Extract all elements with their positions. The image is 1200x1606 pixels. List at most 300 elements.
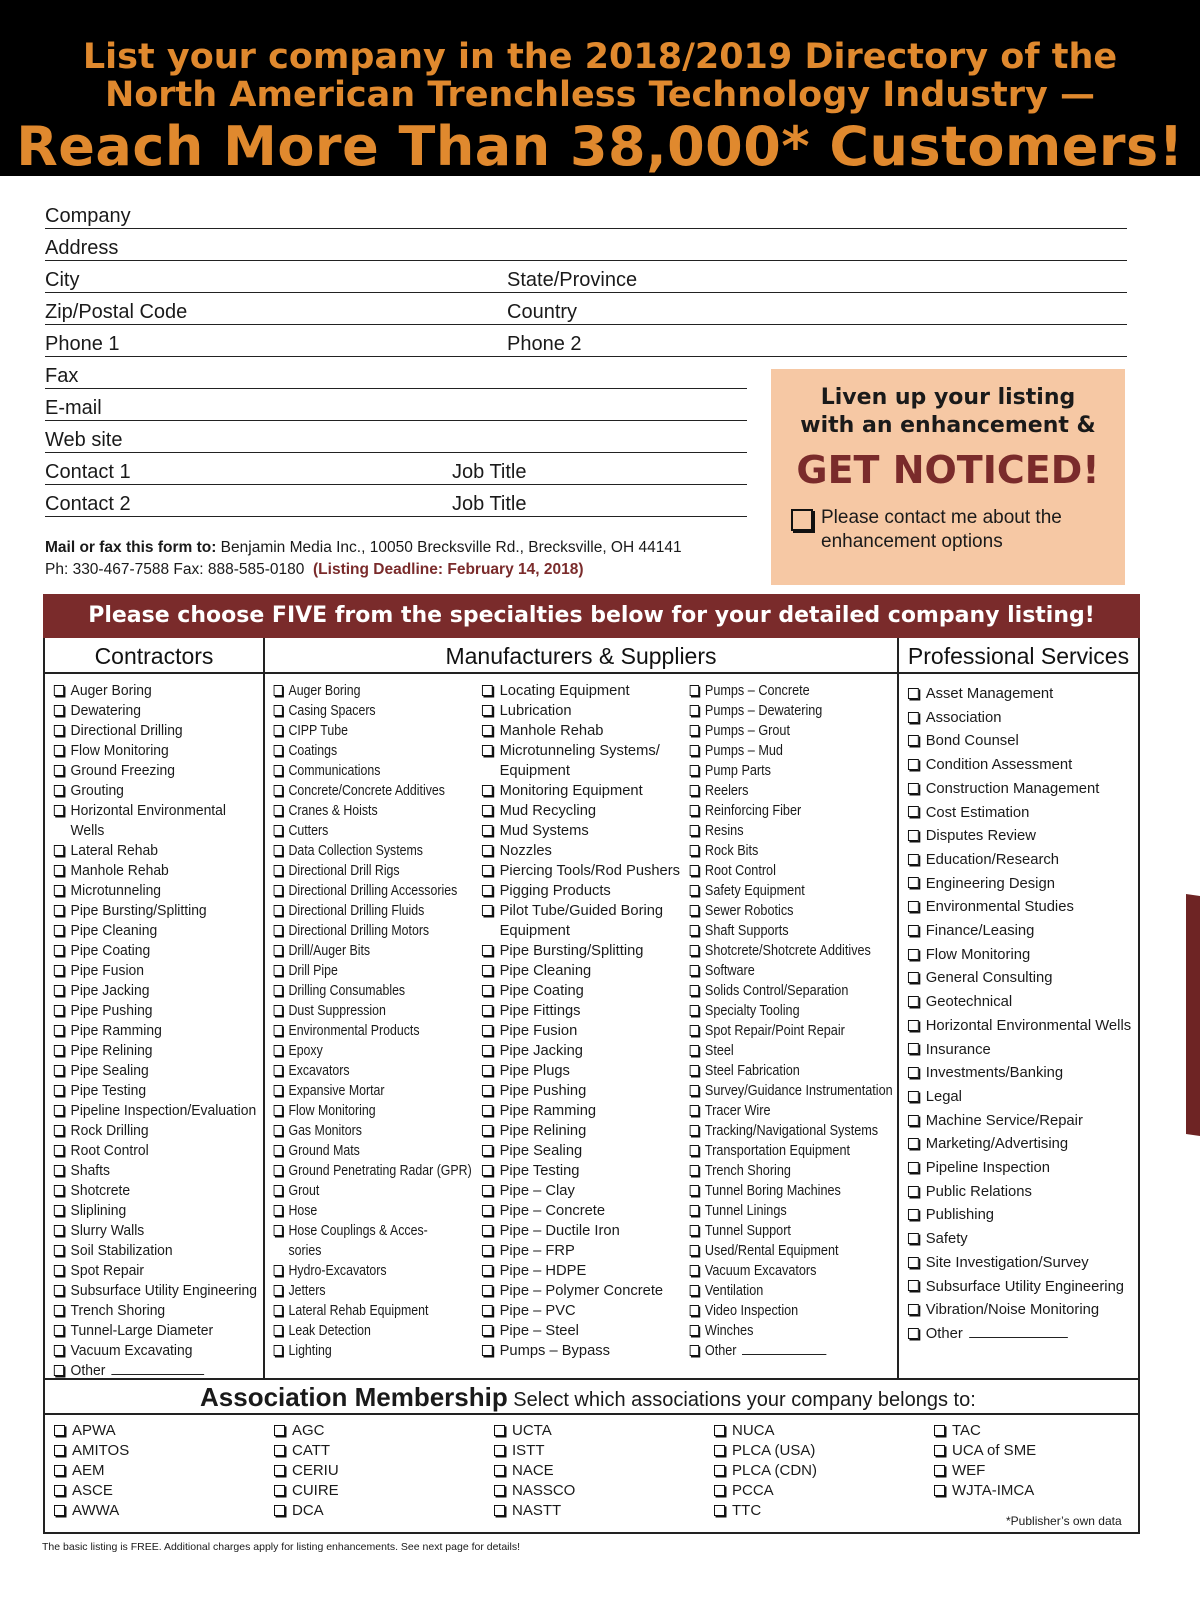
checkbox-icon[interactable]	[274, 1165, 283, 1176]
checkbox-icon[interactable]	[482, 1325, 493, 1336]
checkbox-icon[interactable]	[690, 1345, 699, 1356]
checkbox-icon[interactable]	[494, 1485, 505, 1496]
list-item[interactable]	[272, 1121, 472, 1141]
checkbox-icon[interactable]	[714, 1505, 725, 1516]
checkbox-icon[interactable]	[714, 1485, 725, 1496]
checkbox-icon[interactable]	[274, 765, 283, 776]
email-field[interactable]	[45, 397, 747, 425]
list-item[interactable]	[688, 761, 893, 781]
list-item[interactable]	[480, 1281, 680, 1301]
zip-field[interactable]	[45, 301, 507, 329]
checkbox-icon[interactable]	[690, 1085, 699, 1096]
checkbox-icon[interactable]	[690, 725, 699, 736]
list-item[interactable]	[932, 1441, 1036, 1461]
list-item[interactable]	[688, 1001, 893, 1021]
checkbox-icon[interactable]	[274, 1285, 283, 1296]
checkbox-icon[interactable]	[690, 745, 699, 756]
checkbox-icon[interactable]	[54, 965, 64, 976]
checkbox-icon[interactable]	[690, 1025, 699, 1036]
checkbox-icon[interactable]	[54, 1505, 65, 1516]
checkbox-icon[interactable]	[690, 1265, 699, 1276]
jobtitle1-field[interactable]	[452, 461, 747, 489]
checkbox-icon[interactable]	[274, 1045, 283, 1056]
checkbox-icon[interactable]	[908, 949, 919, 960]
list-item[interactable]	[480, 1101, 680, 1121]
checkbox-icon[interactable]	[690, 965, 699, 976]
contact1-field[interactable]	[45, 461, 452, 489]
list-item[interactable]	[712, 1481, 817, 1501]
checkbox-icon[interactable]	[908, 1115, 919, 1126]
checkbox-icon[interactable]	[714, 1425, 725, 1436]
list-item[interactable]	[480, 1021, 680, 1041]
list-item[interactable]	[52, 941, 257, 961]
list-item[interactable]	[272, 901, 472, 921]
checkbox-icon[interactable]	[690, 1045, 699, 1056]
checkbox-icon[interactable]	[54, 785, 64, 796]
checkbox-icon[interactable]	[690, 885, 699, 896]
fax-field[interactable]	[45, 365, 747, 393]
checkbox-icon[interactable]	[482, 725, 493, 736]
phone2-field[interactable]	[507, 333, 1127, 361]
checkbox-icon[interactable]	[908, 1020, 919, 1031]
checkbox-icon[interactable]	[274, 1445, 285, 1456]
list-item[interactable]	[688, 901, 893, 921]
checkbox-icon[interactable]	[690, 685, 699, 696]
checkbox-icon[interactable]	[274, 1465, 285, 1476]
list-item[interactable]	[688, 741, 893, 761]
checkbox-icon[interactable]	[54, 905, 64, 916]
list-item[interactable]	[272, 701, 472, 721]
checkbox-icon[interactable]	[274, 685, 283, 696]
checkbox-icon[interactable]	[54, 1225, 64, 1236]
list-item[interactable]	[272, 1481, 339, 1501]
checkbox-icon[interactable]	[482, 705, 493, 716]
list-item[interactable]	[688, 681, 893, 701]
list-item[interactable]	[272, 941, 472, 961]
list-item[interactable]	[492, 1461, 575, 1481]
list-item[interactable]	[52, 1021, 257, 1041]
list-item[interactable]	[272, 821, 472, 841]
list-item[interactable]	[688, 1121, 893, 1141]
list-item[interactable]	[688, 1261, 893, 1281]
checkbox-icon[interactable]	[274, 785, 283, 796]
list-item[interactable]	[480, 981, 680, 1001]
city-field[interactable]	[45, 269, 507, 297]
list-item[interactable]	[272, 1261, 472, 1281]
list-item[interactable]	[906, 1251, 1131, 1275]
list-item[interactable]	[52, 801, 257, 821]
list-item[interactable]	[906, 943, 1131, 967]
checkbox-icon[interactable]	[908, 830, 919, 841]
checkbox-icon[interactable]	[54, 765, 64, 776]
checkbox-icon[interactable]	[482, 1285, 493, 1296]
list-item[interactable]	[52, 1481, 129, 1501]
checkbox-icon[interactable]	[482, 1105, 493, 1116]
list-item[interactable]	[932, 1421, 1036, 1441]
checkbox-icon[interactable]	[54, 1285, 64, 1296]
list-item[interactable]	[688, 1141, 893, 1161]
list-item[interactable]	[906, 872, 1131, 896]
list-item[interactable]	[52, 1281, 257, 1301]
list-item[interactable]	[480, 1341, 680, 1361]
list-item[interactable]	[492, 1441, 575, 1461]
list-item[interactable]	[272, 1021, 472, 1041]
list-item[interactable]	[688, 1201, 893, 1221]
checkbox-icon[interactable]	[690, 1105, 699, 1116]
list-item[interactable]	[906, 1132, 1131, 1156]
list-item[interactable]	[480, 781, 680, 801]
list-item[interactable]	[52, 1301, 257, 1321]
list-item[interactable]	[906, 1275, 1131, 1299]
list-item[interactable]	[906, 1109, 1131, 1133]
checkbox-icon[interactable]	[274, 1105, 283, 1116]
checkbox-icon[interactable]	[482, 905, 493, 916]
checkbox-icon[interactable]	[714, 1445, 725, 1456]
checkbox-icon[interactable]	[274, 905, 283, 916]
list-item[interactable]	[688, 1281, 893, 1301]
checkbox-icon[interactable]	[54, 1165, 64, 1176]
checkbox-icon[interactable]	[54, 1105, 64, 1116]
list-item[interactable]	[272, 1501, 339, 1521]
list-item[interactable]	[480, 861, 680, 881]
checkbox-icon[interactable]	[54, 685, 64, 696]
checkbox-icon[interactable]	[274, 965, 283, 976]
list-item[interactable]	[480, 1141, 680, 1161]
checkbox-icon[interactable]	[934, 1485, 945, 1496]
checkbox-icon[interactable]	[690, 905, 699, 916]
checkbox-icon[interactable]	[482, 965, 493, 976]
website-field[interactable]	[45, 429, 747, 457]
checkbox-icon[interactable]	[690, 705, 699, 716]
checkbox-icon[interactable]	[690, 1005, 699, 1016]
checkbox-icon[interactable]	[274, 885, 283, 896]
checkbox-icon[interactable]	[690, 845, 699, 856]
checkbox-icon[interactable]	[54, 1125, 64, 1136]
other-write-in-line[interactable]	[969, 1324, 1068, 1338]
checkbox-icon[interactable]	[482, 1065, 493, 1076]
checkbox-icon[interactable]	[54, 1065, 64, 1076]
checkbox-icon[interactable]	[54, 805, 64, 816]
list-item[interactable]	[906, 824, 1131, 848]
checkbox-icon[interactable]	[908, 688, 919, 699]
checkbox-icon[interactable]	[482, 745, 493, 756]
list-item[interactable]	[906, 682, 1131, 706]
list-item[interactable]	[52, 1201, 257, 1221]
checkbox-icon[interactable]	[482, 1165, 493, 1176]
list-item[interactable]	[52, 1121, 257, 1141]
checkbox-icon[interactable]	[54, 1465, 65, 1476]
list-item[interactable]	[272, 1181, 472, 1201]
list-item[interactable]	[688, 781, 893, 801]
list-item[interactable]	[480, 961, 680, 981]
checkbox-icon[interactable]	[908, 1304, 919, 1315]
checkbox-icon[interactable]	[908, 877, 919, 888]
checkbox-icon[interactable]	[274, 865, 283, 876]
checkbox-icon[interactable]	[482, 1045, 493, 1056]
checkbox-icon[interactable]	[54, 1425, 65, 1436]
list-item[interactable]	[688, 981, 893, 1001]
checkbox-icon[interactable]	[690, 765, 699, 776]
list-item[interactable]	[906, 1298, 1131, 1322]
list-item[interactable]	[480, 941, 680, 961]
list-item[interactable]	[272, 1221, 472, 1241]
checkbox-icon[interactable]	[274, 1425, 285, 1436]
checkbox-icon[interactable]	[690, 985, 699, 996]
checkbox-icon[interactable]	[908, 1162, 919, 1173]
list-item[interactable]	[272, 681, 472, 701]
list-item[interactable]	[272, 861, 472, 881]
checkbox-icon[interactable]	[690, 1125, 699, 1136]
checkbox-icon[interactable]	[54, 725, 64, 736]
list-item[interactable]	[480, 741, 680, 761]
list-item[interactable]	[688, 1301, 893, 1321]
list-item[interactable]	[52, 1101, 257, 1121]
list-item[interactable]	[688, 1161, 893, 1181]
checkbox-icon[interactable]	[908, 972, 919, 983]
list-item[interactable]	[480, 701, 680, 721]
list-item[interactable]	[52, 1261, 257, 1281]
checkbox-icon[interactable]	[690, 805, 699, 816]
checkbox-icon[interactable]	[274, 1325, 283, 1336]
checkbox-icon[interactable]	[274, 1085, 283, 1096]
checkbox-icon[interactable]	[274, 725, 283, 736]
state-field[interactable]	[507, 269, 1127, 297]
list-item[interactable]	[272, 721, 472, 741]
checkbox-icon[interactable]	[690, 1225, 699, 1236]
checkbox-icon[interactable]	[908, 806, 919, 817]
checkbox-icon[interactable]	[482, 1125, 493, 1136]
checkbox-icon[interactable]	[54, 845, 64, 856]
checkbox-icon[interactable]	[274, 1305, 283, 1316]
checkbox-icon[interactable]	[908, 1257, 919, 1268]
checkbox-icon[interactable]	[274, 1125, 283, 1136]
checkbox-icon[interactable]	[54, 1345, 64, 1356]
list-item[interactable]	[52, 1361, 257, 1381]
checkbox-icon[interactable]	[54, 1485, 65, 1496]
list-item[interactable]	[688, 861, 893, 881]
list-item[interactable]	[272, 1001, 472, 1021]
list-item[interactable]	[272, 1061, 472, 1081]
list-item[interactable]	[906, 919, 1131, 943]
checkbox-icon[interactable]	[274, 1145, 283, 1156]
list-item[interactable]	[272, 1301, 472, 1321]
checkbox-icon[interactable]	[482, 885, 493, 896]
checkbox-icon[interactable]	[482, 1265, 493, 1276]
checkbox-icon[interactable]	[690, 785, 699, 796]
checkbox-icon[interactable]	[494, 1425, 505, 1436]
list-item[interactable]	[52, 1321, 257, 1341]
list-item[interactable]	[272, 1081, 472, 1101]
list-item[interactable]	[906, 1156, 1131, 1180]
list-item[interactable]	[688, 1181, 893, 1201]
list-item[interactable]	[52, 861, 257, 881]
list-item[interactable]	[906, 895, 1131, 919]
list-item[interactable]	[272, 1461, 339, 1481]
phone1-field[interactable]	[45, 333, 507, 361]
list-item[interactable]	[688, 961, 893, 981]
list-item[interactable]	[688, 881, 893, 901]
checkbox-icon[interactable]	[908, 854, 919, 865]
list-item[interactable]	[272, 1161, 472, 1181]
list-item[interactable]	[688, 1321, 893, 1341]
list-item[interactable]	[492, 1481, 575, 1501]
list-item[interactable]	[906, 706, 1131, 730]
list-item[interactable]	[688, 821, 893, 841]
list-item[interactable]	[712, 1501, 817, 1521]
list-item[interactable]	[492, 1421, 575, 1441]
list-item[interactable]	[272, 781, 472, 801]
list-item[interactable]	[480, 821, 680, 841]
checkbox-icon[interactable]	[908, 1233, 919, 1244]
list-item[interactable]	[52, 1441, 129, 1461]
list-item[interactable]	[480, 1121, 680, 1141]
checkbox-icon[interactable]	[482, 1345, 493, 1356]
checkbox-icon[interactable]	[54, 1265, 64, 1276]
list-item[interactable]	[52, 981, 257, 1001]
list-item[interactable]	[52, 781, 257, 801]
checkbox-icon[interactable]	[690, 1065, 699, 1076]
checkbox-icon[interactable]	[690, 1185, 699, 1196]
checkbox-icon[interactable]	[54, 1085, 64, 1096]
checkbox-icon[interactable]	[482, 945, 493, 956]
checkbox-icon[interactable]	[482, 1185, 493, 1196]
list-item[interactable]	[480, 1301, 680, 1321]
checkbox-icon[interactable]	[54, 1045, 64, 1056]
list-item[interactable]	[52, 1421, 129, 1441]
checkbox-icon[interactable]	[690, 1325, 699, 1336]
checkbox-icon[interactable]	[908, 735, 919, 746]
checkbox-icon[interactable]	[54, 1445, 65, 1456]
checkbox-icon[interactable]	[908, 759, 919, 770]
checkbox-icon[interactable]	[482, 1005, 493, 1016]
list-item[interactable]	[52, 1081, 257, 1101]
list-item[interactable]	[272, 881, 472, 901]
list-item[interactable]	[906, 801, 1131, 825]
checkbox-icon[interactable]	[54, 1145, 64, 1156]
enhancement-checkbox[interactable]	[791, 509, 813, 531]
list-item[interactable]	[712, 1421, 817, 1441]
checkbox-icon[interactable]	[54, 1305, 64, 1316]
checkbox-icon[interactable]	[934, 1465, 945, 1476]
checkbox-icon[interactable]	[54, 1325, 64, 1336]
list-item[interactable]	[52, 1241, 257, 1261]
checkbox-icon[interactable]	[908, 996, 919, 1007]
list-item[interactable]	[906, 1180, 1131, 1204]
checkbox-icon[interactable]	[908, 1067, 919, 1078]
list-item[interactable]	[492, 1501, 575, 1521]
list-item[interactable]	[52, 681, 257, 701]
list-item[interactable]	[480, 1001, 680, 1021]
checkbox-icon[interactable]	[54, 1205, 64, 1216]
checkbox-icon[interactable]	[54, 745, 64, 756]
checkbox-icon[interactable]	[908, 925, 919, 936]
list-item[interactable]	[906, 777, 1131, 801]
checkbox-icon[interactable]	[274, 1185, 283, 1196]
list-item[interactable]	[480, 1161, 680, 1181]
list-item[interactable]	[52, 721, 257, 741]
list-item[interactable]	[688, 801, 893, 821]
list-item[interactable]	[932, 1481, 1036, 1501]
list-item[interactable]	[52, 881, 257, 901]
list-item[interactable]	[272, 761, 472, 781]
jobtitle2-field[interactable]	[452, 493, 747, 521]
checkbox-icon[interactable]	[274, 805, 283, 816]
checkbox-icon[interactable]	[54, 1185, 64, 1196]
checkbox-icon[interactable]	[482, 985, 493, 996]
checkbox-icon[interactable]	[690, 1165, 699, 1176]
list-item[interactable]	[52, 1001, 257, 1021]
list-item[interactable]	[688, 1081, 893, 1101]
list-item[interactable]	[688, 1221, 893, 1241]
list-item[interactable]	[272, 1101, 472, 1121]
list-item[interactable]	[480, 1261, 680, 1281]
checkbox-icon[interactable]	[482, 805, 493, 816]
checkbox-icon[interactable]	[482, 1225, 493, 1236]
list-item[interactable]	[52, 1461, 129, 1481]
list-item[interactable]	[272, 841, 472, 861]
checkbox-icon[interactable]	[482, 1205, 493, 1216]
checkbox-icon[interactable]	[908, 1186, 919, 1197]
company-field[interactable]	[45, 205, 1127, 233]
list-item[interactable]	[480, 721, 680, 741]
checkbox-icon[interactable]	[54, 1005, 64, 1016]
list-item[interactable]	[272, 801, 472, 821]
checkbox-icon[interactable]	[274, 1485, 285, 1496]
checkbox-icon[interactable]	[482, 1085, 493, 1096]
list-item[interactable]	[52, 1221, 257, 1241]
checkbox-icon[interactable]	[690, 1245, 699, 1256]
checkbox-icon[interactable]	[494, 1445, 505, 1456]
list-item[interactable]	[906, 1203, 1131, 1227]
list-item[interactable]	[688, 1041, 893, 1061]
list-item[interactable]	[480, 881, 680, 901]
list-item[interactable]	[480, 1061, 680, 1081]
list-item[interactable]	[52, 1501, 129, 1521]
checkbox-icon[interactable]	[690, 945, 699, 956]
checkbox-icon[interactable]	[908, 1043, 919, 1054]
list-item[interactable]	[52, 1061, 257, 1081]
checkbox-icon[interactable]	[690, 1305, 699, 1316]
checkbox-icon[interactable]	[274, 1505, 285, 1516]
checkbox-icon[interactable]	[494, 1465, 505, 1476]
checkbox-icon[interactable]	[908, 1328, 919, 1339]
checkbox-icon[interactable]	[714, 1465, 725, 1476]
checkbox-icon[interactable]	[482, 845, 493, 856]
checkbox-icon[interactable]	[54, 705, 64, 716]
checkbox-icon[interactable]	[274, 1005, 283, 1016]
list-item[interactable]	[52, 761, 257, 781]
list-item[interactable]	[272, 1441, 339, 1461]
list-item[interactable]	[480, 1241, 680, 1261]
list-item[interactable]	[272, 1321, 472, 1341]
list-item[interactable]	[272, 1341, 472, 1361]
checkbox-icon[interactable]	[908, 783, 919, 794]
list-item[interactable]	[688, 841, 893, 861]
checkbox-icon[interactable]	[690, 1205, 699, 1216]
list-item[interactable]	[688, 921, 893, 941]
checkbox-icon[interactable]	[934, 1425, 945, 1436]
checkbox-icon[interactable]	[274, 1205, 283, 1216]
list-item[interactable]	[480, 1321, 680, 1341]
checkbox-icon[interactable]	[482, 685, 493, 696]
list-item[interactable]	[272, 981, 472, 1001]
checkbox-icon[interactable]	[54, 985, 64, 996]
checkbox-icon[interactable]	[482, 1245, 493, 1256]
list-item[interactable]	[906, 729, 1131, 753]
list-item[interactable]	[688, 1101, 893, 1121]
list-item[interactable]	[52, 1161, 257, 1181]
list-item[interactable]	[688, 1021, 893, 1041]
